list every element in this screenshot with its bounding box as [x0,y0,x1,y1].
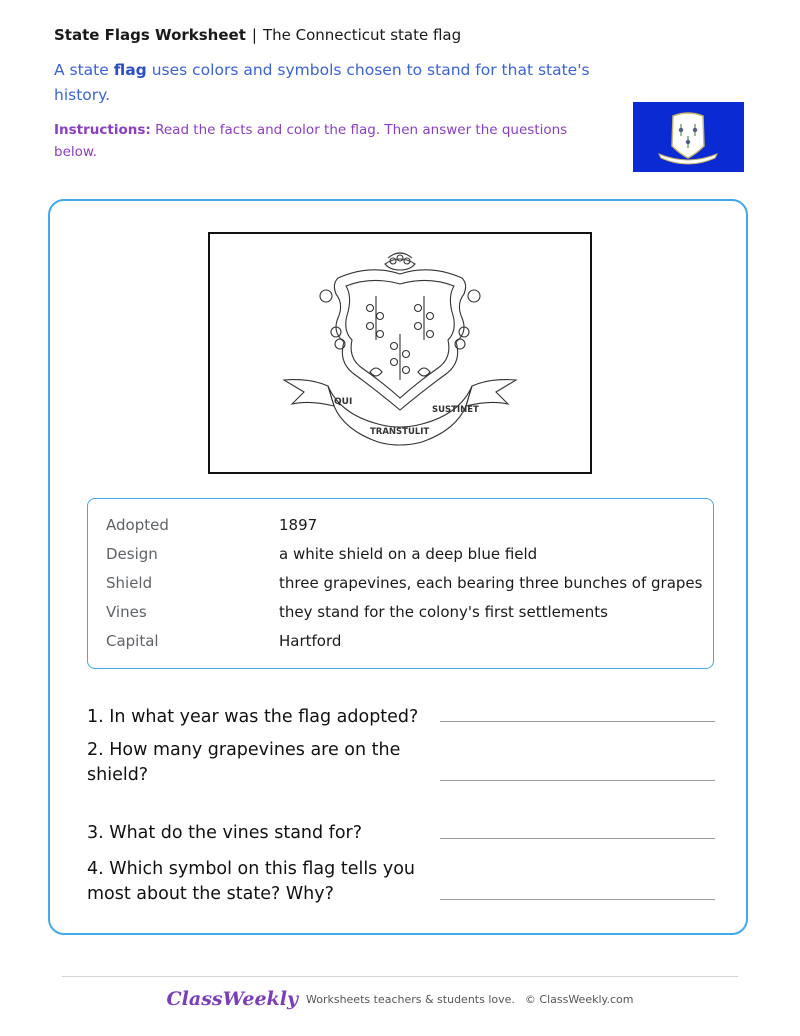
instructions-label: Instructions: [54,122,151,138]
intro-text-start: A state [54,61,114,79]
connecticut-flag-thumbnail [633,102,744,172]
intro-text-end: uses colors and symbols chosen to stand for that state's history. [54,61,590,104]
fact-value: Hartford [279,632,342,650]
question-3: 3. What do the vines stand for? [87,823,363,843]
flag-motto-word-3: SUSTINET [432,405,479,415]
intro-text [54,58,594,108]
fact-label: Adopted [106,516,169,534]
fact-value: a white shield on a deep blue field [279,545,538,563]
connecticut-coat-of-arms-icon [210,234,590,472]
fact-row-vines [88,603,713,632]
fact-row-capital [88,632,713,661]
page-header [54,26,461,44]
instructions [54,119,574,163]
page-footer [0,988,800,1010]
fact-label: Shield [106,574,153,592]
worksheet-title: State Flags Worksheet [54,26,246,44]
footer-divider [62,976,738,977]
question-4: 4. Which symbol on this flag tells you most about the state? Why? [87,859,416,904]
fact-label: Capital [106,632,159,650]
instructions-text: Read the facts and color the flag. Then answer the questions below. [54,122,568,160]
fact-value: three grapevines, each bearing three bunches of grapes [279,574,703,592]
worksheet-subtitle: The Connecticut state flag [262,26,462,44]
flag-thumbnail-shield-icon [633,102,744,172]
question-1: 1. In what year was the flag adopted? [87,707,419,727]
fact-row-shield [88,574,713,603]
footer-tagline: Worksheets teachers & students love. [305,993,515,1006]
answer-line-1[interactable] [440,721,715,722]
fact-row-design [88,545,713,574]
fact-label: Vines [106,603,147,621]
footer-copyright: © ClassWeekly.com [524,993,634,1006]
answer-line-4[interactable] [440,899,715,900]
coloring-flag-outline[interactable] [208,232,592,474]
fact-value: they stand for the colony's first settlements [279,603,608,621]
flag-motto-word-1: QUI [334,397,353,407]
flag-motto-word-2: TRANSTULIT [370,427,430,437]
brand-logo: ClassWeekly [166,988,298,1010]
question-2: 2. How many grapevines are on the shield? [87,740,401,785]
header-separator: | [251,26,257,44]
answer-line-2[interactable] [440,780,715,781]
answer-line-3[interactable] [440,838,715,839]
facts-table [87,498,714,669]
fact-value: 1897 [279,516,318,534]
intro-keyword: flag [113,61,147,79]
fact-label: Design [106,545,158,563]
fact-row-adopted [88,516,713,545]
